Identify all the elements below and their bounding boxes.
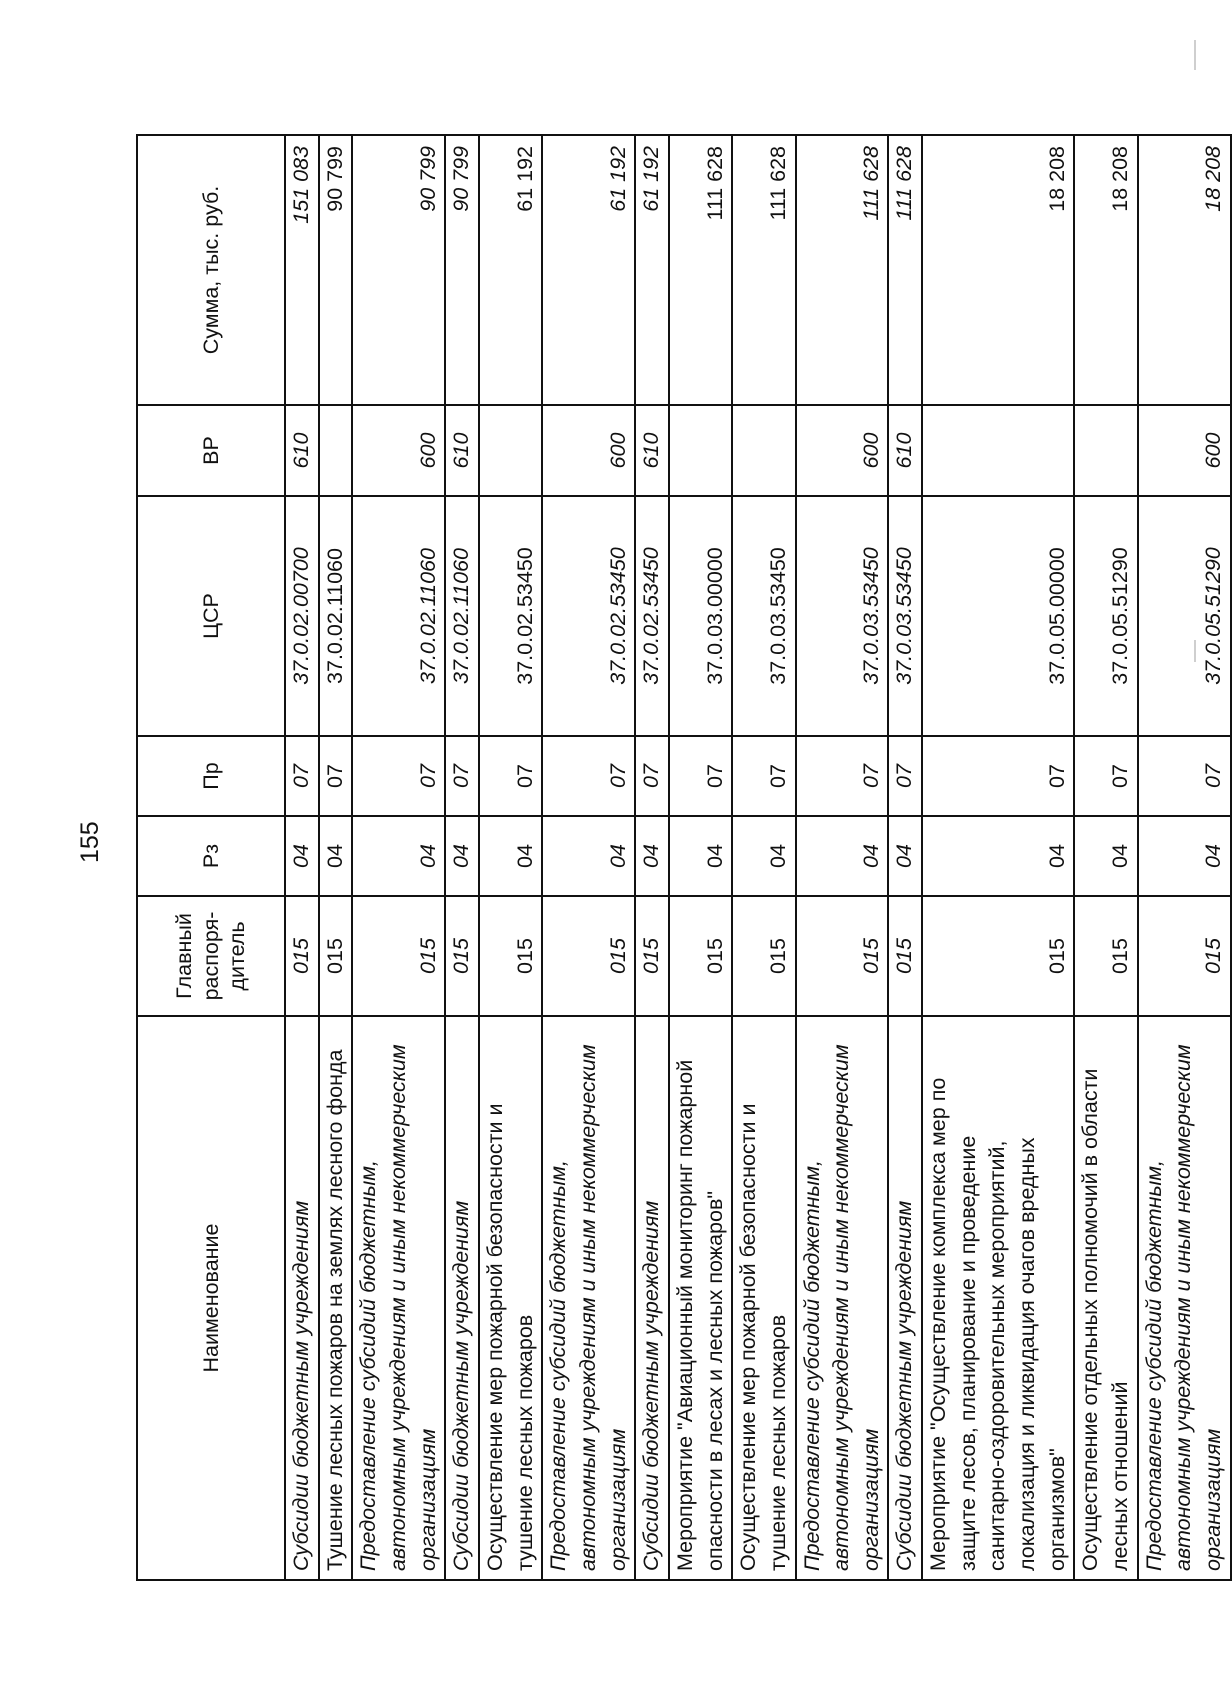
cell-main-manager: 015	[542, 896, 635, 1016]
table-row	[796, 135, 889, 1580]
cell-target-article: 37.0.02.53450	[635, 496, 669, 736]
cell-target-article: 37.0.03.53450	[888, 496, 922, 736]
cell-name: Осуществление отдельных полномочий в области лесных отношений	[1074, 1016, 1137, 1580]
header-name: Наименование	[137, 1016, 285, 1580]
cell-target-article: 37.0.02.11060	[319, 496, 353, 736]
table-row	[542, 135, 635, 1580]
table-row	[635, 135, 669, 1580]
cell-target-article: 37.0.02.11060	[352, 496, 445, 736]
cell-expense-type: 600	[352, 405, 445, 496]
cell-name: Предоставление субсидий бюджетным, автономным учреждениям и иным некоммерческим организациям	[542, 1016, 635, 1580]
cell-main-manager: 015	[922, 896, 1074, 1016]
cell-main-manager: 015	[1138, 896, 1231, 1016]
cell-expense-type: 600	[796, 405, 889, 496]
cell-expense-type: 610	[445, 405, 479, 496]
table-header-row	[137, 135, 285, 1580]
cell-expense-type: 610	[285, 405, 319, 496]
cell-subsection: 07	[1074, 736, 1137, 816]
cell-section: 04	[732, 816, 795, 896]
cell-amount: 111 628	[796, 135, 889, 405]
page-number: 155	[76, 821, 104, 863]
cell-main-manager: 015	[796, 896, 889, 1016]
cell-subsection: 07	[888, 736, 922, 816]
cell-main-manager: 015	[669, 896, 732, 1016]
cell-target-article: 37.0.03.00000	[669, 496, 732, 736]
cell-target-article: 37.0.02.53450	[542, 496, 635, 736]
cell-amount: 18 208	[1074, 135, 1137, 405]
cell-expense-type: 610	[635, 405, 669, 496]
cell-expense-type: 600	[1138, 405, 1231, 496]
cell-section: 04	[445, 816, 479, 896]
cell-amount: 18 208	[922, 135, 1074, 405]
cell-name: Предоставление субсидий бюджетным, автономным учреждениям и иным некоммерческим организациям	[1138, 1016, 1231, 1580]
cell-amount: 61 192	[542, 135, 635, 405]
cell-main-manager: 015	[445, 896, 479, 1016]
scan-edge-mark	[1194, 640, 1196, 662]
cell-subsection: 07	[479, 736, 542, 816]
cell-amount: 111 628	[888, 135, 922, 405]
cell-subsection: 07	[319, 736, 353, 816]
cell-amount: 111 628	[669, 135, 732, 405]
cell-main-manager: 015	[319, 896, 353, 1016]
table-row	[285, 135, 319, 1580]
cell-expense-type	[922, 405, 1074, 496]
header-amount: Сумма, тыс. руб.	[137, 135, 285, 405]
cell-target-article: 37.0.02.00700	[285, 496, 319, 736]
cell-section: 04	[1138, 816, 1231, 896]
cell-name: Осуществление мер пожарной безопасности и тушение лесных пожаров	[479, 1016, 542, 1580]
cell-name: Субсидии бюджетным учреждениям	[635, 1016, 669, 1580]
table-row	[1138, 135, 1231, 1580]
cell-subsection: 07	[635, 736, 669, 816]
cell-section: 04	[669, 816, 732, 896]
cell-name: Осуществление мер пожарной безопасности и тушение лесных пожаров	[732, 1016, 795, 1580]
cell-name: Субсидии бюджетным учреждениям	[285, 1016, 319, 1580]
cell-section: 04	[635, 816, 669, 896]
cell-subsection: 07	[796, 736, 889, 816]
cell-subsection: 07	[285, 736, 319, 816]
cell-expense-type	[1074, 405, 1137, 496]
cell-amount: 18 208	[1138, 135, 1231, 405]
table-body	[285, 135, 1231, 1580]
cell-name: Предоставление субсидий бюджетным, автономным учреждениям и иным некоммерческим организациям	[796, 1016, 889, 1580]
cell-section: 04	[352, 816, 445, 896]
cell-expense-type	[669, 405, 732, 496]
cell-subsection: 07	[1138, 736, 1231, 816]
cell-name: Мероприятие "Авиационный мониторинг пожарной опасности в лесах и лесных пожаров"	[669, 1016, 732, 1580]
table-row	[445, 135, 479, 1580]
scan-edge-mark	[1194, 40, 1196, 70]
cell-section: 04	[479, 816, 542, 896]
cell-amount: 111 628	[732, 135, 795, 405]
cell-name: Субсидии бюджетным учреждениям	[888, 1016, 922, 1580]
header-section: Рз	[137, 816, 285, 896]
header-subsection: Пр	[137, 736, 285, 816]
table-row	[319, 135, 353, 1580]
table-row	[888, 135, 922, 1580]
cell-expense-type: 610	[888, 405, 922, 496]
cell-subsection: 07	[922, 736, 1074, 816]
table-row	[922, 135, 1074, 1580]
cell-target-article: 37.0.05.51290	[1074, 496, 1137, 736]
cell-section: 04	[922, 816, 1074, 896]
cell-expense-type	[732, 405, 795, 496]
cell-subsection: 07	[669, 736, 732, 816]
cell-amount: 151 083	[285, 135, 319, 405]
cell-target-article: 37.0.05.00000	[922, 496, 1074, 736]
cell-main-manager: 015	[479, 896, 542, 1016]
table-row	[1074, 135, 1137, 1580]
cell-target-article: 37.0.02.11060	[445, 496, 479, 736]
header-expense-type: ВР	[137, 405, 285, 496]
cell-target-article: 37.0.03.53450	[732, 496, 795, 736]
cell-section: 04	[888, 816, 922, 896]
cell-subsection: 07	[732, 736, 795, 816]
table-row	[669, 135, 732, 1580]
cell-section: 04	[285, 816, 319, 896]
cell-name: Предоставление субсидий бюджетным, автономным учреждениям и иным некоммерческим организациям	[352, 1016, 445, 1580]
cell-amount: 61 192	[479, 135, 542, 405]
cell-amount: 61 192	[635, 135, 669, 405]
cell-main-manager: 015	[732, 896, 795, 1016]
cell-target-article: 37.0.05.51290	[1138, 496, 1231, 736]
cell-section: 04	[796, 816, 889, 896]
cell-section: 04	[1074, 816, 1137, 896]
cell-amount: 90 799	[352, 135, 445, 405]
cell-expense-type	[319, 405, 353, 496]
cell-main-manager: 015	[888, 896, 922, 1016]
cell-main-manager: 015	[352, 896, 445, 1016]
cell-amount: 90 799	[445, 135, 479, 405]
cell-name: Тушение лесных пожаров на землях лесного фонда	[319, 1016, 353, 1580]
table-row	[732, 135, 795, 1580]
cell-target-article: 37.0.02.53450	[479, 496, 542, 736]
cell-section: 04	[542, 816, 635, 896]
cell-target-article: 37.0.03.53450	[796, 496, 889, 736]
cell-subsection: 07	[352, 736, 445, 816]
cell-subsection: 07	[542, 736, 635, 816]
budget-table	[136, 134, 1232, 1581]
cell-section: 04	[319, 816, 353, 896]
rotated-table-wrapper	[136, 136, 1226, 1581]
cell-name: Мероприятие "Осуществление комплекса мер по защите лесов, планирование и проведение санитарно-оздоровительных мероприятий, локализация и ликвидация очагов вредных организмов"	[922, 1016, 1074, 1580]
table-row	[352, 135, 445, 1580]
cell-main-manager: 015	[635, 896, 669, 1016]
cell-amount: 90 799	[319, 135, 353, 405]
cell-main-manager: 015	[1074, 896, 1137, 1016]
cell-name: Субсидии бюджетным учреждениям	[445, 1016, 479, 1580]
cell-expense-type	[479, 405, 542, 496]
cell-expense-type: 600	[542, 405, 635, 496]
cell-main-manager: 015	[285, 896, 319, 1016]
table-row	[479, 135, 542, 1580]
header-main-manager: Главный распоря-дитель	[137, 896, 285, 1016]
cell-subsection: 07	[445, 736, 479, 816]
header-target-article: ЦСР	[137, 496, 285, 736]
